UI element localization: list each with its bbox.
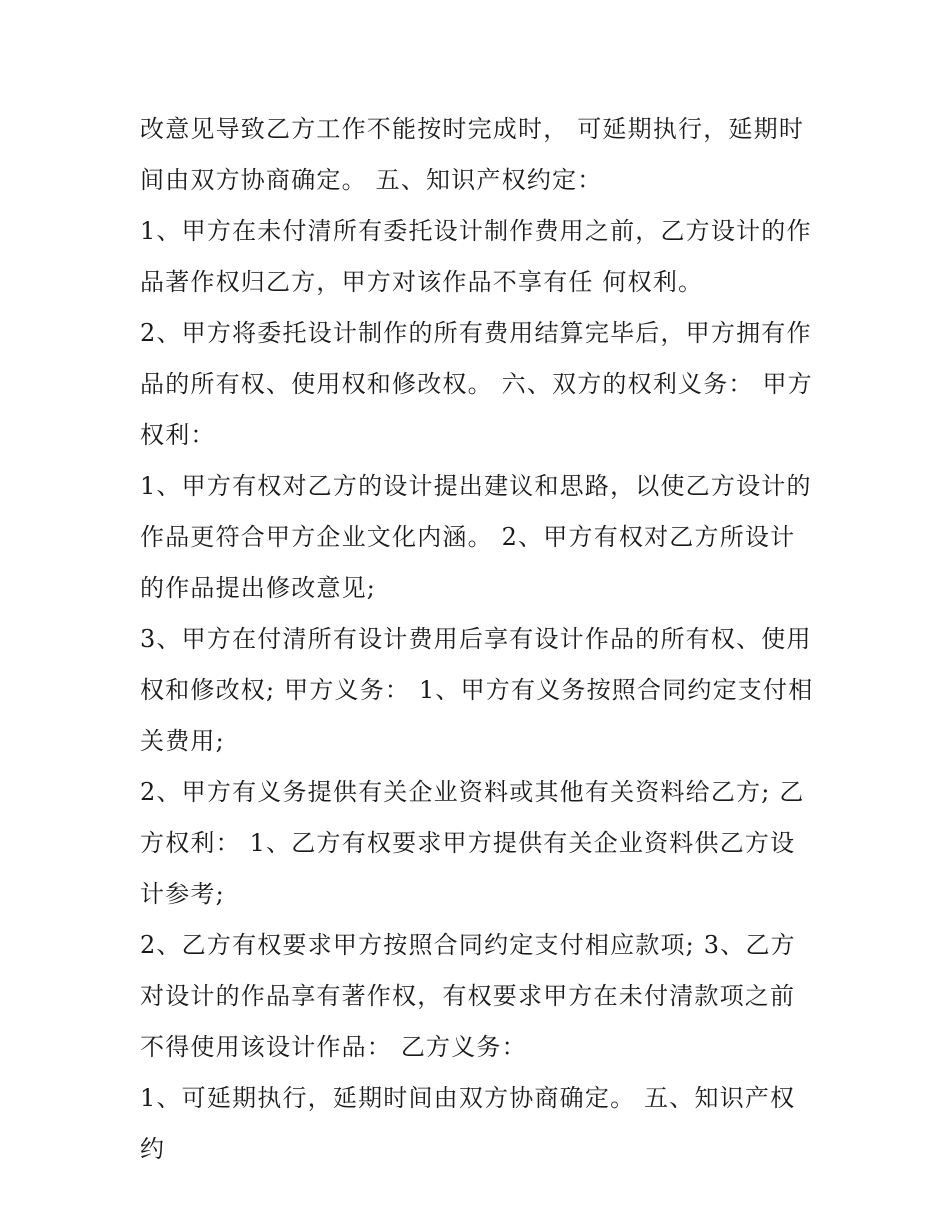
paragraph-8: 1、可延期执行，延期时间由双方协商确定。 五、知识产权约	[140, 1084, 796, 1163]
paragraph-7: 2、乙方有权要求甲方按照合同约定支付相应款项; 3、乙方对设计的作品享有著作权，有权要求甲方在未付清款项之前不得使用该设计作品： 乙方义务：	[140, 931, 796, 1061]
paragraph-5: 3、甲方在付清所有设计费用后享有设计作品的所有权、使用权和修改权; 甲方义务： 1、甲方有义务按照合同约定支付相关费用;	[140, 625, 814, 755]
document-body	[140, 104, 820, 1175]
paragraph-6: 2、甲方有义务提供有关企业资料或其他有关资料给乙方; 乙方权利： 1、乙方有权要求甲方提供有关企业资料供乙方设计参考;	[140, 778, 805, 908]
paragraph-3: 2、甲方将委托设计制作的所有费用结算完毕后，甲方拥有作品的所有权、使用权和修改权。 六、双方的权利义务： 甲方权利：	[140, 319, 813, 449]
paragraph-2: 1、甲方在未付清所有委托设计制作费用之前，乙方设计的作品著作权归乙方，甲方对该作品不享有任 何权利。	[140, 217, 812, 296]
paragraph-1: 改意见导致乙方工作不能按时完成时， 可延期执行，延期时间由双方协商确定。 五、知识产权约定：	[140, 115, 805, 194]
paragraph-4: 1、甲方有权对乙方的设计提出建议和思路，以使乙方设计的作品更符合甲方企业文化内涵。 2、甲方有权对乙方所设计的作品提出修改意见;	[140, 472, 812, 602]
